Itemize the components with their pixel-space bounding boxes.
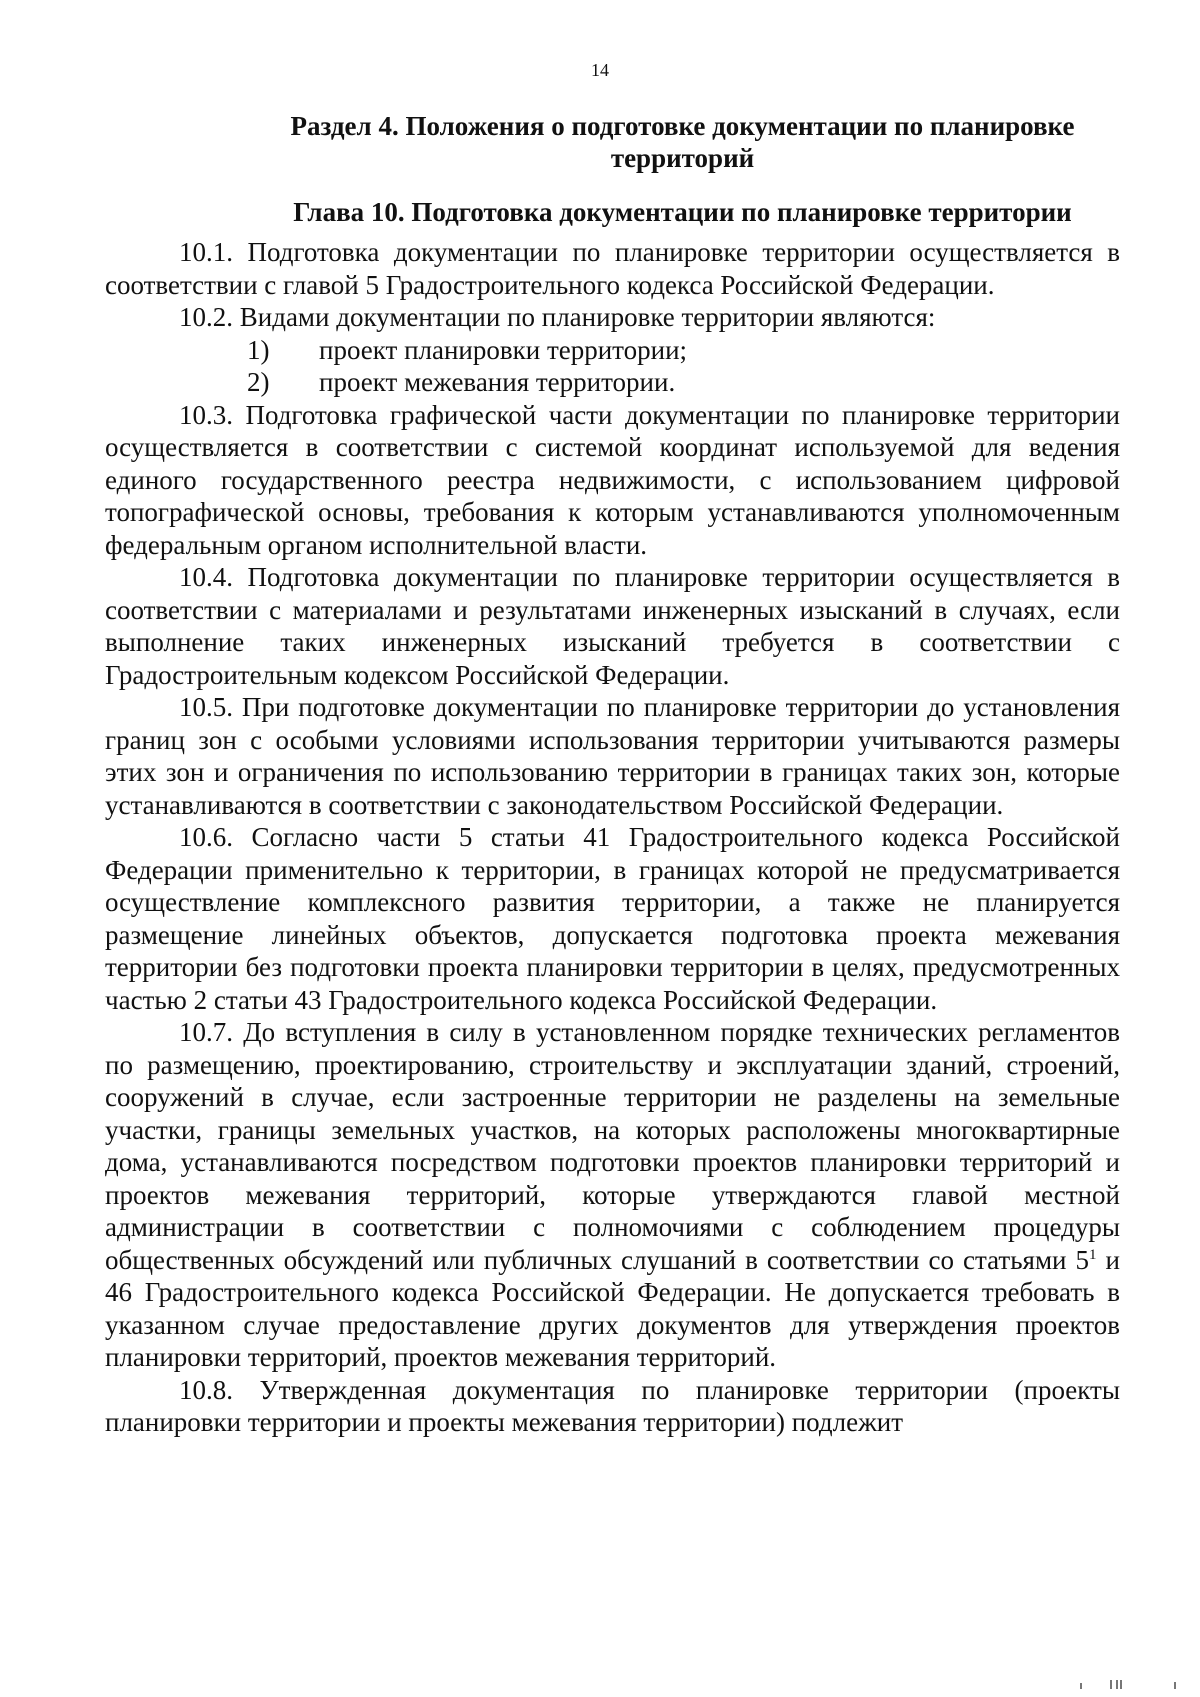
list-item-number: 2)	[247, 367, 270, 397]
list-item	[105, 334, 1120, 367]
list-item-number: 1)	[247, 334, 270, 365]
paragraph-10-8: 10.8. Утвержденная документация по планировке территории (проекты планировки территории и проекты межевания территории) подлежит	[105, 1374, 1120, 1437]
list-item	[105, 366, 1120, 399]
paragraph-10-3: 10.3. Подготовка графической части документации по планировке территории осуществляется в соответствии с системой координат используемой для ведения единого государственного реестра недвижимости, с использованием цифровой топографической основы, требования к которым устанавливаются уполномоченным федеральным органом исполнительной власти.	[105, 399, 1120, 560]
list-item-text: проект планировки территории;	[319, 334, 688, 365]
paragraph-10-6: 10.6. Согласно части 5 статьи 41 Градостроительного кодекса Российской Федерации применительно к территории, в границах которой не предусматривается осуществление комплексного развития территории, а также не планируется размещение линейных объектов, допускается подготовка проекта межевания территории без подготовки проекта планировки территории в целях, предусмотренных частью 2 статьи 43 Градостроительного кодекса Российской Федерации.	[105, 822, 1120, 1015]
paragraph-10-5: 10.5. При подготовке документации по планировке территории до установления границ зон с особыми условиями использования территории учитываются размеры этих зон и ограничения по использованию территории в границах таких зон, которые устанавливаются в соответствии с законодательством Российской Федерации.	[105, 692, 1120, 820]
superscript-article: 1	[1089, 1246, 1097, 1263]
list-item-text: проект межевания территории.	[319, 367, 676, 397]
chapter-title: Глава 10. Подготовка документации по планировке территории	[293, 197, 1072, 227]
paragraph-10-7	[105, 1016, 1120, 1374]
scan-artifact-marks	[1070, 1677, 1180, 1689]
page-number: 14	[591, 60, 609, 80]
paragraph-10-7-part-b: и 46 Градостроительного кодекса Российской Федерации. Не допускается требовать в указанном случае предоставление других документов для утверждения проектов планировки территорий, проектов межевания территорий.	[105, 1244, 1120, 1372]
paragraph-10-1: 10.1. Подготовка документации по планировке территории осуществляется в соответствии с главой 5 Градостроительного кодекса Российской Федерации.	[105, 237, 1120, 300]
paragraph-10-7-part-a: 10.7. До вступления в силу в установленном порядке технических регламентов по размещению, проектированию, строительству и эксплуатации зданий, строений, сооружений в случае, если застроенные территории не разделены на земельные участки, границы земельных участков, на которых расположены многоквартирные дома, устанавливаются посредством подготовки проектов планировки территорий и проектов межевания территорий, которые утверждаются главой местной администрации в соответствии с полномочиями с соблюдением процедуры общественных обсуждений или публичных слушаний в соответствии со статьями 5	[105, 1017, 1120, 1275]
paragraph-10-2: 10.2. Видами документации по планировке территории являются:	[179, 302, 936, 332]
section-title: Раздел 4. Положения о подготовке документации по планировке территорий	[290, 111, 1075, 173]
document-body	[105, 110, 1120, 1439]
paragraph-10-4: 10.4. Подготовка документации по планировке территории осуществляется в соответствии с материалами и результатами инженерных изысканий в случаях, если выполнение таких инженерных изысканий требуется в соответствии с Градостроительным кодексом Российской Федерации.	[105, 562, 1120, 690]
